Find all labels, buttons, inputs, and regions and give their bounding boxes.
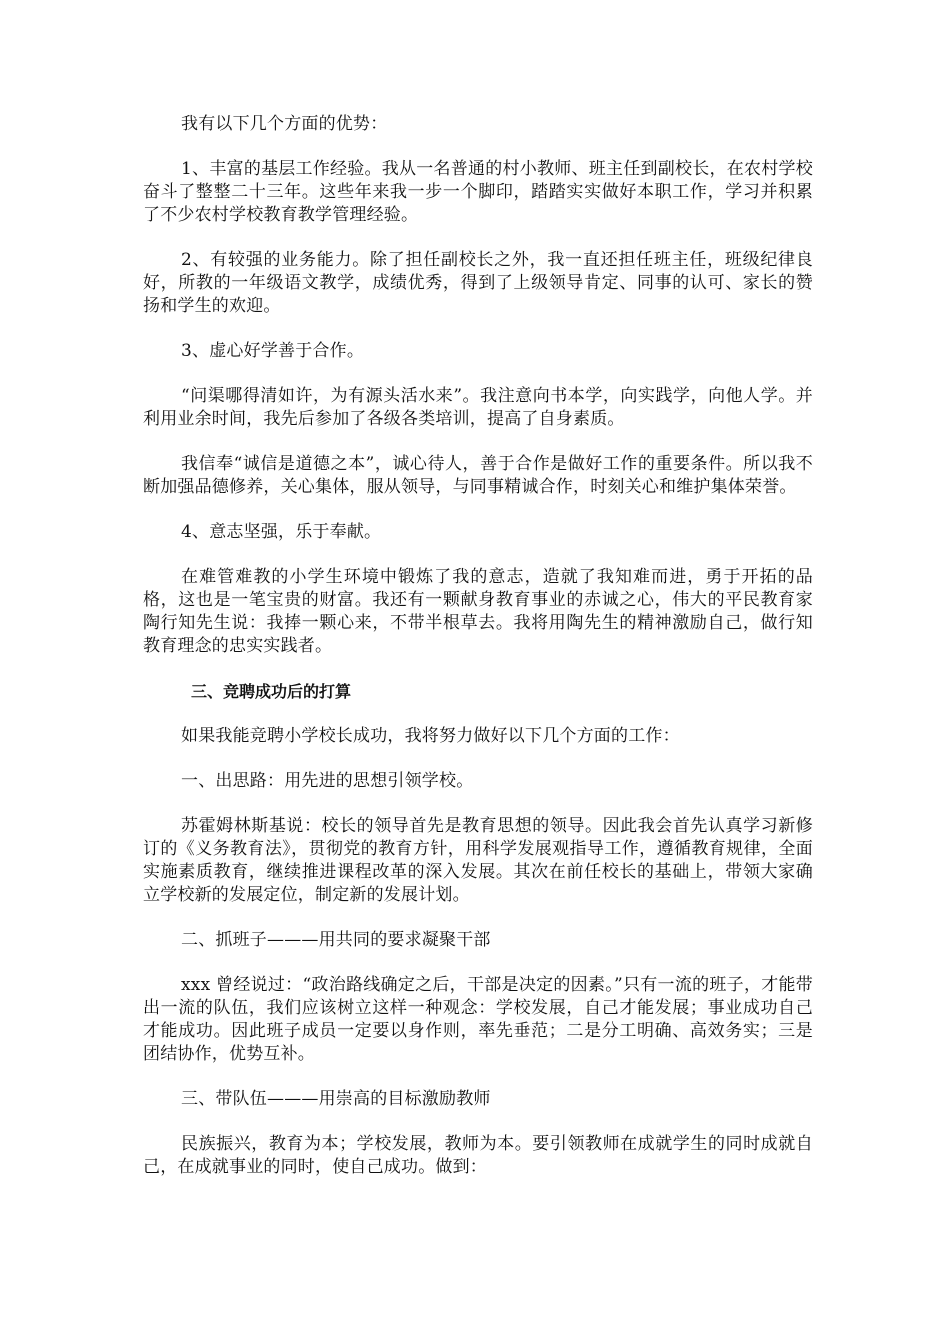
paragraph-plan-3-title: 三、带队伍———用崇高的目标激励教师	[181, 1089, 491, 1109]
paragraph-plan-2-body: xxx 曾经说过：“政治路线确定之后，干部是决定的因素。”只有一流的班子，才能带出一流的队伍，我们应该树立这样一种观念：学校发展，自己才能发展；事业成功自己才能成功。因此班子成员一定要以身作则，率先垂范；二是分工明确、高效务实；三是团结协作，优势互补。	[143, 975, 813, 1064]
paragraph-plan-1-title: 一、出思路：用先进的思想引领学校。	[181, 771, 474, 791]
paragraph-advantages-intro: 我有以下几个方面的优势：	[181, 114, 388, 134]
paragraph-quote-learning: “问渠哪得清如许，为有源头活水来”。我注意向书本学，向实践学，向他人学。并利用业余时间，我先后参加了各级各类培训，提高了自身素质。	[143, 386, 813, 429]
paragraph-advantage-4: 4、意志坚强，乐于奉献。	[181, 522, 382, 542]
paragraph-plan-3-body: 民族振兴，教育为本；学校发展，教师为本。要引领教师在成就学生的同时成就自己，在成就事业的同时，使自己成功。做到：	[143, 1134, 813, 1177]
paragraph-advantage-3: 3、虚心好学善于合作。	[181, 341, 365, 361]
section-heading-plans: 三、竞聘成功后的打算	[191, 682, 352, 701]
document-body	[143, 113, 813, 1201]
paragraph-will-dedication: 在难管难教的小学生环境中锻炼了我的意志，造就了我知难而进，勇于开拓的品格，这也是一笔宝贵的财富。我还有一颗献身教育事业的赤诚之心，伟大的平民教育家陶行知先生说：我捧一颗心来，不带半根草去。我将用陶先生的精神激励自己，做行知教育理念的忠实实践者。	[143, 567, 813, 656]
paragraph-plan-1-body: 苏霍姆林斯基说：校长的领导首先是教育思想的领导。因此我会首先认真学习新修订的《义务教育法》，贯彻党的教育方针，用科学发展观指导工作，遵循教育规律，全面实施素质教育，继续推进课程改革的深入发展。其次在前任校长的基础上，带领大家确立学校新的发展定位，制定新的发展计划。	[143, 816, 813, 905]
paragraph-plans-intro: 如果我能竞聘小学校长成功，我将努力做好以下几个方面的工作：	[181, 726, 680, 746]
paragraph-integrity: 我信奉“诚信是道德之本”，诚心待人，善于合作是做好工作的重要条件。所以我不断加强品德修养，关心集体，服从领导，与同事精诚合作，时刻关心和维护集体荣誉。	[143, 454, 813, 497]
paragraph-advantage-2: 2、有较强的业务能力。除了担任副校长之外，我一直还担任班主任，班级纪律良好，所教的一年级语文教学，成绩优秀，得到了上级领导肯定、同事的认可、家长的赞扬和学生的欢迎。	[143, 250, 813, 316]
paragraph-advantage-1: 1、丰富的基层工作经验。我从一名普通的村小教师、班主任到副校长，在农村学校奋斗了整整二十三年。这些年来我一步一个脚印，踏踏实实做好本职工作，学习并积累了不少农村学校教育教学管理经验。	[143, 159, 813, 225]
paragraph-plan-2-title: 二、抓班子———用共同的要求凝聚干部	[181, 930, 491, 950]
